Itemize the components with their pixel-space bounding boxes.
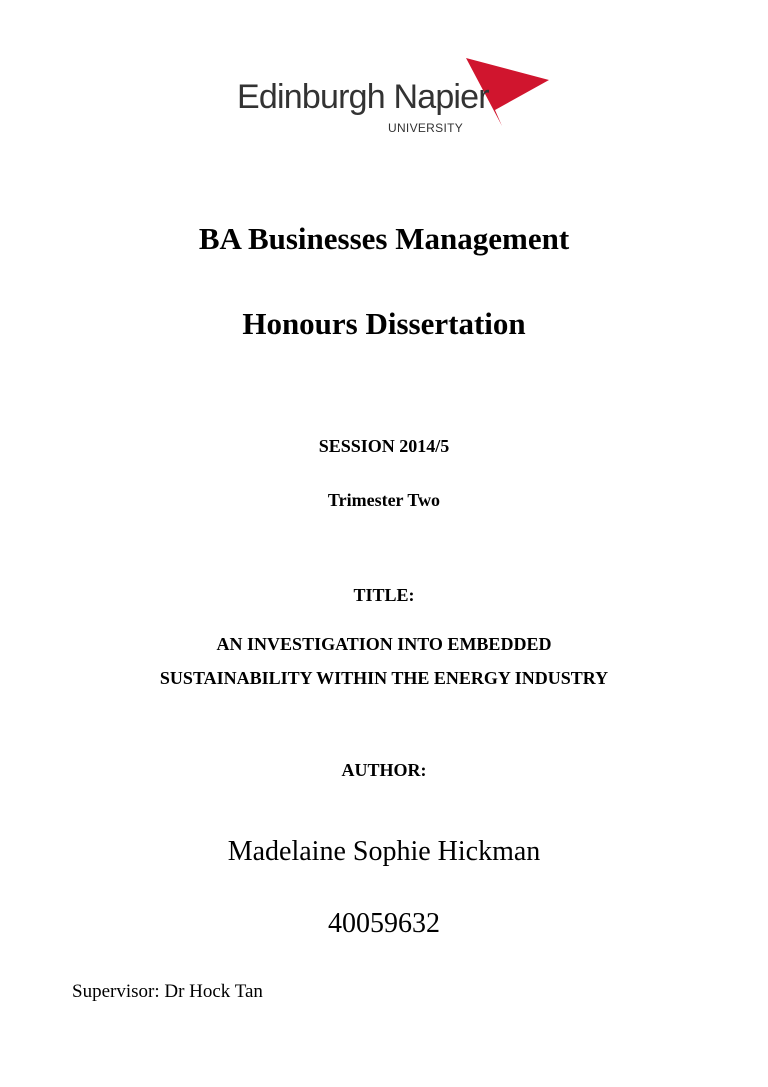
author-label: AUTHOR: [341, 760, 427, 780]
author-name: Madelaine Sophie Hickman [227, 836, 541, 867]
document-type-heading: Honours Dissertation [242, 306, 526, 341]
session-label: SESSION 2014/5 [318, 436, 450, 456]
logo-subtitle: UNIVERSITY [388, 121, 464, 135]
degree-heading: BA Businesses Management [198, 221, 570, 256]
trimester-label: Trimester Two [327, 490, 441, 510]
dissertation-title-line-2: SUSTAINABILITY WITHIN THE ENERGY INDUSTRY [159, 668, 609, 688]
logo-wordmark: Edinburgh Napier [237, 78, 489, 116]
title-label: TITLE: [353, 585, 415, 605]
student-id: 40059632 [328, 908, 440, 939]
university-logo [234, 56, 554, 140]
supervisor-line: Supervisor: Dr Hock Tan [72, 981, 263, 1002]
dissertation-title-line-1: AN INVESTIGATION INTO EMBEDDED [216, 634, 552, 654]
